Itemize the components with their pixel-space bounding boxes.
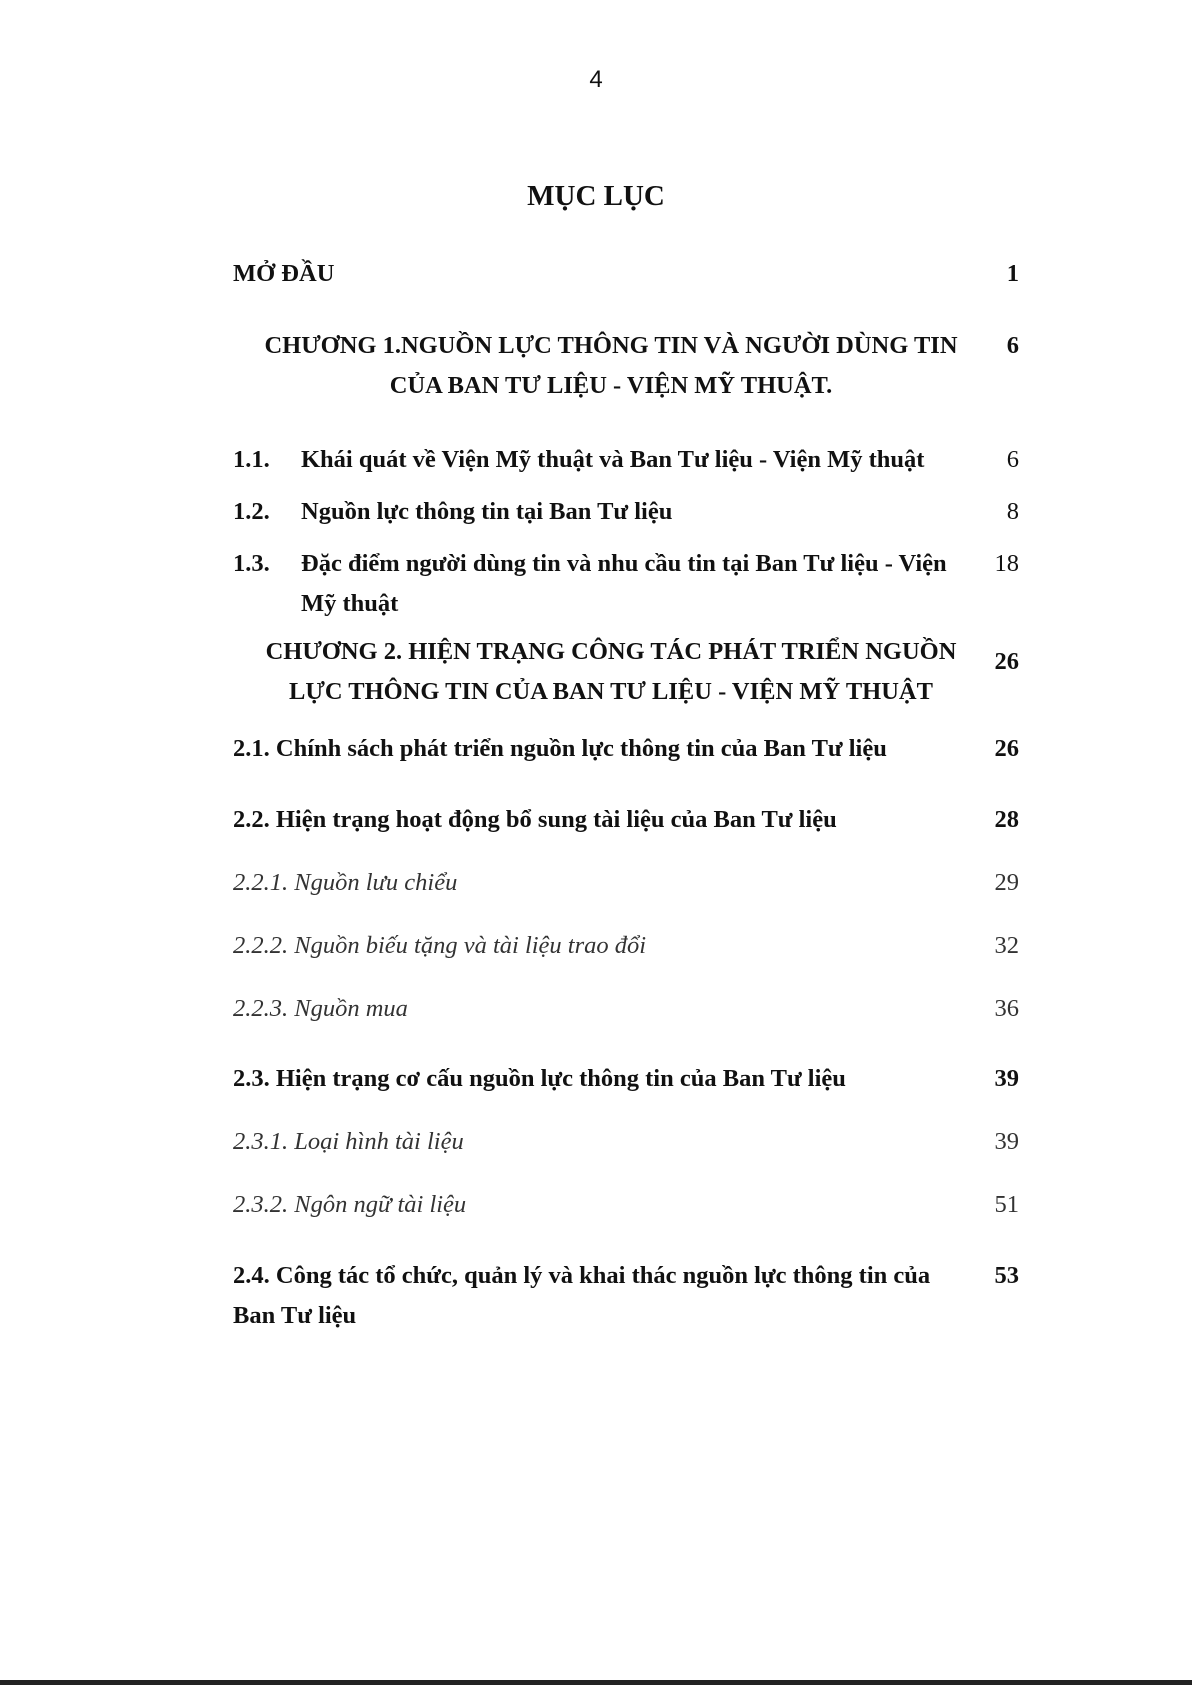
toc-entry-text: Mỹ thuật <box>301 590 399 617</box>
toc-entry-page: 26 <box>994 735 1019 762</box>
toc-entry-text: 2.2.2. Nguồn biếu tặng và tài liệu trao đổi <box>233 932 647 959</box>
toc-entry-text: Ban Tư liệu <box>233 1302 357 1329</box>
toc-entry-page: 53 <box>994 1262 1019 1289</box>
toc-entry-2-1[interactable] <box>233 729 1019 769</box>
toc-entry-page: 1 <box>1006 260 1019 287</box>
page-number: 4 <box>589 66 603 93</box>
toc-entry-text: CHƯƠNG 2. HIỆN TRẠNG CÔNG TÁC PHÁT TRIỂN NGUỒN <box>265 638 957 665</box>
toc-entry-number: 1.2. <box>233 498 270 525</box>
toc-entry-2-2-3[interactable] <box>233 989 1019 1029</box>
toc-entry-intro[interactable] <box>233 254 1019 294</box>
toc-entry-text: Đặc điểm người dùng tin và nhu cầu tin tại Ban Tư liệu - Viện <box>301 550 947 577</box>
toc-entry-text: 2.2.1. Nguồn lưu chiểu <box>233 869 458 896</box>
toc-entry-page: 8 <box>1006 498 1019 525</box>
toc-entry-page: 51 <box>994 1191 1019 1218</box>
toc-entry-number: 1.3. <box>233 550 270 577</box>
toc-entry-text: CỦA BAN TƯ LIỆU - VIỆN MỸ THUẬT. <box>389 372 833 399</box>
toc-entry-2-2-1[interactable] <box>233 863 1019 903</box>
toc-entry-text: Nguồn lực thông tin tại Ban Tư liệu <box>301 498 673 525</box>
toc-entry-page: 28 <box>994 806 1019 833</box>
toc-entry-page: 39 <box>994 1065 1019 1092</box>
toc-entry-1-3[interactable] <box>233 544 1019 624</box>
toc-entry-chapter-1[interactable] <box>233 326 1019 406</box>
toc-title: MỤC LỤC <box>527 180 665 212</box>
toc-entry-chapter-2[interactable] <box>233 632 1019 712</box>
toc-entry-text: 2.1. Chính sách phát triển nguồn lực thông tin của Ban Tư liệu <box>233 735 887 762</box>
toc-entry-page: 36 <box>994 995 1019 1022</box>
toc-entry-text: 2.2.3. Nguồn mua <box>233 995 408 1022</box>
toc-entry-2-3-1[interactable] <box>233 1122 1019 1162</box>
toc-entry-1-1[interactable] <box>233 440 1019 480</box>
page-bottom-border <box>0 1680 1192 1685</box>
toc-entry-2-3[interactable] <box>233 1059 1019 1099</box>
toc-entry-page: 18 <box>994 550 1019 577</box>
toc-entry-page: 6 <box>1006 332 1019 359</box>
toc-entry-page: 6 <box>1006 446 1019 473</box>
toc-entry-text: 2.4. Công tác tổ chức, quản lý và khai thác nguồn lực thông tin của <box>233 1262 931 1289</box>
toc-entry-text: 2.3. Hiện trạng cơ cấu nguồn lực thông tin của Ban Tư liệu <box>233 1065 846 1092</box>
toc-entry-text: LỰC THÔNG TIN CỦA BAN TƯ LIỆU - VIỆN MỸ THUẬT <box>289 678 933 705</box>
toc-entry-2-2[interactable] <box>233 800 1019 840</box>
toc-entry-text: 2.2. Hiện trạng hoạt động bổ sung tài liệu của Ban Tư liệu <box>233 806 837 833</box>
toc-entry-number: 1.1. <box>233 446 270 473</box>
toc-entry-text: Khái quát về Viện Mỹ thuật và Ban Tư liệu - Viện Mỹ thuật <box>301 446 925 473</box>
toc-entry-page: 39 <box>994 1128 1019 1155</box>
toc-entry-text: 2.3.1. Loại hình tài liệu <box>233 1128 464 1155</box>
toc-entry-2-4[interactable] <box>233 1256 1019 1336</box>
toc-entry-text: MỞ ĐẦU <box>233 260 335 287</box>
toc-entry-page: 26 <box>994 648 1019 675</box>
toc-entry-text: CHƯƠNG 1.NGUỒN LỰC THÔNG TIN VÀ NGƯỜI DÙNG TIN <box>264 332 958 359</box>
toc-entry-page: 32 <box>994 932 1019 959</box>
toc-entry-text: 2.3.2. Ngôn ngữ tài liệu <box>233 1191 467 1218</box>
toc-entry-1-2[interactable] <box>233 492 1019 532</box>
toc-entry-2-2-2[interactable] <box>233 926 1019 966</box>
toc-entry-2-3-2[interactable] <box>233 1185 1019 1225</box>
toc-entry-page: 29 <box>994 869 1019 896</box>
